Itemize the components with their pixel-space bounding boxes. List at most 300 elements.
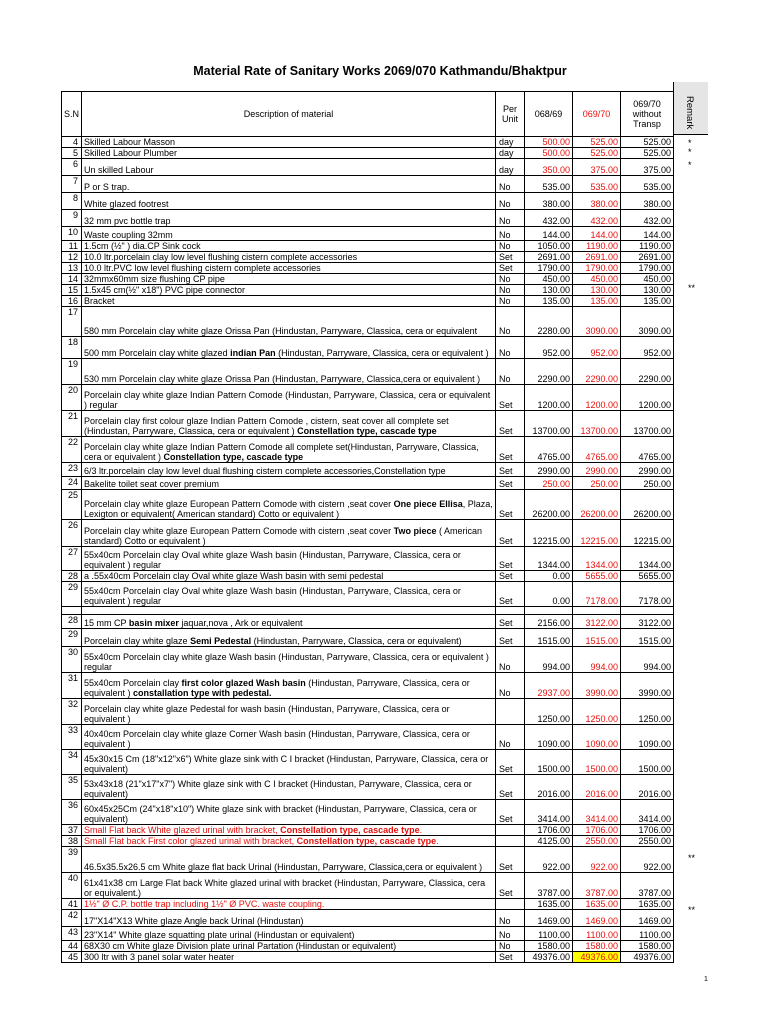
row-description: White glazed footrest — [82, 193, 496, 210]
row-unit: Set — [496, 252, 525, 263]
row-rate-069-70 — [573, 607, 621, 615]
row-rate-069-70-without-transp: 2550.00 — [621, 836, 674, 847]
row-rate-069-70-without-transp: 1190.00 — [621, 241, 674, 252]
table-row — [62, 699, 674, 725]
row-rate-068-69: 2990.00 — [525, 463, 573, 477]
row-rate-069-70-without-transp: 13700.00 — [621, 411, 674, 437]
row-rate-069-70: 535.00 — [573, 176, 621, 193]
table-row — [62, 176, 674, 193]
row-description: a .55x40cm Porcelain clay Oval white glaze Wash basin with semi pedestal — [82, 571, 496, 582]
row-rate-068-69: 0.00 — [525, 571, 573, 582]
table-row — [62, 775, 674, 800]
row-description: Porcelain clay white glaze European Pattern Comode with cistern ,seat cover Two piece ( American standard) Cotto or equivalent ) — [82, 520, 496, 547]
table-row — [62, 241, 674, 252]
row-unit: Set — [496, 847, 525, 873]
row-description: 15 mm CP basin mixer jaquar,nova , Ark or equivalent — [82, 615, 496, 629]
row-rate-068-69: 1100.00 — [525, 927, 573, 941]
table-row — [62, 847, 674, 873]
table-row — [62, 647, 674, 673]
row-unit: Set — [496, 800, 525, 825]
remark-mark: ** — [688, 283, 696, 293]
header-068-69: 068/69 — [525, 92, 573, 137]
row-rate-068-69: 350.00 — [525, 159, 573, 176]
row-sn: 10 — [62, 227, 82, 241]
table-row — [62, 463, 674, 477]
row-sn: 40 — [62, 873, 82, 899]
row-rate-069-70-without-transp: 1790.00 — [621, 263, 674, 274]
row-unit: No — [496, 227, 525, 241]
row-rate-069-70: 952.00 — [573, 337, 621, 359]
row-rate-069-70: 1790.00 — [573, 263, 621, 274]
row-unit: No — [496, 725, 525, 750]
row-rate-069-70: 994.00 — [573, 647, 621, 673]
row-description: 32 mm pvc bottle trap — [82, 210, 496, 227]
remark-mark: * — [688, 147, 692, 157]
row-rate-069-70: 922.00 — [573, 847, 621, 873]
row-rate-069-70-without-transp: 2016.00 — [621, 775, 674, 800]
row-unit: Set — [496, 629, 525, 647]
row-rate-069-70-without-transp: 144.00 — [621, 227, 674, 241]
row-unit: No — [496, 274, 525, 285]
table-row — [62, 825, 674, 836]
row-sn: 13 — [62, 263, 82, 274]
row-unit — [496, 607, 525, 615]
row-description: Porcelain clay white glaze European Pattern Comode with cistern ,seat cover One piece Ellisa, Plaza, Lexigton or equivalent( American standard) Cotto or equivalent ) — [82, 490, 496, 520]
row-description: Porcelain clay white glaze Pedestal for wash basin (Hindustan, Parryware, Classica, cera or equivalent ) — [82, 699, 496, 725]
row-description: 6/3 ltr.porcelain clay low level dual flushing cistern complete accessories,Constellation type — [82, 463, 496, 477]
table-row — [62, 873, 674, 899]
row-rate-069-70-without-transp: 1706.00 — [621, 825, 674, 836]
row-rate-068-69: 3414.00 — [525, 800, 573, 825]
row-rate-069-70-without-transp: 5655.00 — [621, 571, 674, 582]
row-rate-069-70: 1469.00 — [573, 910, 621, 927]
table-row — [62, 899, 674, 910]
row-sn: 6 — [62, 159, 82, 176]
row-rate-068-69: 130.00 — [525, 285, 573, 296]
row-rate-069-70-without-transp: 135.00 — [621, 296, 674, 307]
row-unit: day — [496, 159, 525, 176]
row-rate-069-70-without-transp: 525.00 — [621, 148, 674, 159]
row-description: 17"X14"X13 White glaze Angle back Urinal (Hindustan) — [82, 910, 496, 927]
row-rate-068-69: 1515.00 — [525, 629, 573, 647]
row-description: Bracket — [82, 296, 496, 307]
row-description: 1.5cm (½" ) dia.CP Sink cock — [82, 241, 496, 252]
row-rate-068-69: 1706.00 — [525, 825, 573, 836]
row-sn: 7 — [62, 176, 82, 193]
row-description — [82, 607, 496, 615]
row-unit: No — [496, 910, 525, 927]
row-rate-069-70-without-transp: 432.00 — [621, 210, 674, 227]
table-row — [62, 673, 674, 699]
row-rate-069-70-without-transp: 2990.00 — [621, 463, 674, 477]
row-rate-069-70-without-transp: 1090.00 — [621, 725, 674, 750]
row-unit — [496, 699, 525, 725]
row-rate-069-70: 13700.00 — [573, 411, 621, 437]
row-rate-068-69: 450.00 — [525, 274, 573, 285]
row-sn: 4 — [62, 137, 82, 148]
row-description: 55x40cm Porcelain clay white glaze Wash basin (Hindustan, Parryware, Classica, cera or equivalent ) regular — [82, 647, 496, 673]
row-unit: Set — [496, 571, 525, 582]
row-rate-068-69: 1090.00 — [525, 725, 573, 750]
row-description: Small Flat back First color glazed urinal with bracket, Constellation type, cascade type. — [82, 836, 496, 847]
row-unit: Set — [496, 385, 525, 411]
row-rate-068-69: 535.00 — [525, 176, 573, 193]
row-sn: 12 — [62, 252, 82, 263]
row-unit: day — [496, 148, 525, 159]
table-row — [62, 137, 674, 148]
row-rate-068-69: 1635.00 — [525, 899, 573, 910]
table-row — [62, 227, 674, 241]
table-row — [62, 910, 674, 927]
row-rate-069-70-without-transp: 1200.00 — [621, 385, 674, 411]
row-description: 500 mm Porcelain clay white glazed indian Pan (Hindustan, Parryware, Classica, cera or equivalent ) — [82, 337, 496, 359]
row-rate-069-70-without-transp: 1344.00 — [621, 547, 674, 571]
row-rate-069-70: 5655.00 — [573, 571, 621, 582]
row-sn: 14 — [62, 274, 82, 285]
row-description: 46.5x35.5x26.5 cm White glaze flat back Urinal (Hindustan, Parryware, Classica,cera or equivalent ) — [82, 847, 496, 873]
row-description: Porcelain clay first colour glaze Indian Pattern Comode , cistern, seat cover all complete set (Hindustan, Parryware, Classica, cera or equivalent ) Constellation type, cascade type — [82, 411, 496, 437]
row-rate-069-70-without-transp: 2691.00 — [621, 252, 674, 263]
row-rate-069-70-without-transp: 1469.00 — [621, 910, 674, 927]
table-row — [62, 385, 674, 411]
row-rate-069-70-without-transp: 1635.00 — [621, 899, 674, 910]
table-row — [62, 607, 674, 615]
row-sn: 26 — [62, 520, 82, 547]
material-rate-table — [61, 91, 674, 963]
row-rate-068-69: 500.00 — [525, 137, 573, 148]
row-rate-069-70-without-transp: 1580.00 — [621, 941, 674, 952]
row-unit: day — [496, 137, 525, 148]
row-sn: 34 — [62, 750, 82, 775]
row-rate-068-69: 2290.00 — [525, 359, 573, 385]
table-row — [62, 411, 674, 437]
row-rate-068-69: 952.00 — [525, 337, 573, 359]
remark-header: Remark — [684, 96, 695, 130]
row-description: 60x45x25Cm (24"x18"x10") White glaze sink with bracket (Hindustan, Parryware, Classica, cera or equivalent) — [82, 800, 496, 825]
table-row — [62, 274, 674, 285]
row-sn: 28 — [62, 615, 82, 629]
row-rate-069-70-without-transp: 130.00 — [621, 285, 674, 296]
row-unit: No — [496, 307, 525, 337]
row-rate-068-69: 500.00 — [525, 148, 573, 159]
row-unit: No — [496, 285, 525, 296]
row-unit: Set — [496, 477, 525, 490]
row-description: 1.5x45 cm(½" x18") PVC pipe connector — [82, 285, 496, 296]
row-unit: No — [496, 176, 525, 193]
row-unit: No — [496, 673, 525, 699]
row-rate-069-70-without-transp: 535.00 — [621, 176, 674, 193]
row-description: 53x43x18 (21"x17"x7") White glaze sink with C I bracket (Hindustan, Parryware, Classica, cera or equivalent) — [82, 775, 496, 800]
row-rate-069-70: 1580.00 — [573, 941, 621, 952]
table-row — [62, 193, 674, 210]
row-rate-068-69: 4125.00 — [525, 836, 573, 847]
row-rate-068-69: 380.00 — [525, 193, 573, 210]
row-rate-069-70: 525.00 — [573, 137, 621, 148]
table-row — [62, 836, 674, 847]
row-rate-069-70: 3122.00 — [573, 615, 621, 629]
row-description: Bakelite toilet seat cover premium — [82, 477, 496, 490]
row-unit: Set — [496, 775, 525, 800]
table-header-row — [62, 92, 674, 137]
row-sn: 39 — [62, 847, 82, 873]
row-rate-068-69: 2691.00 — [525, 252, 573, 263]
row-sn: 42 — [62, 910, 82, 927]
row-rate-068-69: 144.00 — [525, 227, 573, 241]
row-description: P or S trap. — [82, 176, 496, 193]
row-rate-069-70: 375.00 — [573, 159, 621, 176]
row-rate-068-69: 1250.00 — [525, 699, 573, 725]
row-rate-069-70-without-transp: 7178.00 — [621, 582, 674, 607]
row-description: Skilled Labour Masson — [82, 137, 496, 148]
row-rate-068-69: 1344.00 — [525, 547, 573, 571]
row-sn: 33 — [62, 725, 82, 750]
row-rate-069-70-without-transp: 3090.00 — [621, 307, 674, 337]
row-rate-068-69: 4765.00 — [525, 437, 573, 463]
table-row — [62, 725, 674, 750]
row-rate-069-70-without-transp: 3787.00 — [621, 873, 674, 899]
table-row — [62, 750, 674, 775]
table-row — [62, 285, 674, 296]
row-sn: 8 — [62, 193, 82, 210]
row-rate-068-69 — [525, 607, 573, 615]
row-rate-069-70-without-transp: 952.00 — [621, 337, 674, 359]
table-row — [62, 296, 674, 307]
row-rate-069-70: 450.00 — [573, 274, 621, 285]
row-description: 1½" Ø C.P. bottle trap including 1½" Ø PVC. waste coupling. — [82, 899, 496, 910]
table-row — [62, 210, 674, 227]
row-description: 68X30 cm White glaze Division plate urinal Partation (Hindustan or equivalent) — [82, 941, 496, 952]
table-row — [62, 582, 674, 607]
row-rate-068-69: 135.00 — [525, 296, 573, 307]
row-description: 10.0 ltr.PVC low level flushing cistern complete accessories — [82, 263, 496, 274]
row-rate-069-70: 7178.00 — [573, 582, 621, 607]
row-sn: 29 — [62, 629, 82, 647]
table-row — [62, 477, 674, 490]
page-number: 1 — [704, 976, 708, 983]
header-sn: S.N — [62, 92, 82, 137]
row-rate-069-70-without-transp: 1500.00 — [621, 750, 674, 775]
row-rate-069-70-without-transp: 1515.00 — [621, 629, 674, 647]
row-rate-069-70: 1635.00 — [573, 899, 621, 910]
row-rate-069-70: 1250.00 — [573, 699, 621, 725]
row-description: Small Flat back White glazed urinal with bracket, Constellation type, cascade type. — [82, 825, 496, 836]
row-unit: No — [496, 647, 525, 673]
row-description: 10.0 ltr.porcelain clay low level flushing cistern complete accessories — [82, 252, 496, 263]
row-rate-069-70: 1344.00 — [573, 547, 621, 571]
row-rate-069-70-without-transp: 525.00 — [621, 137, 674, 148]
row-unit: No — [496, 941, 525, 952]
row-description: 45x30x15 Cm (18"x12"x6") White glaze sink with C I bracket (Hindustan, Parryware, Classica, cera or equivalent) — [82, 750, 496, 775]
row-sn: 41 — [62, 899, 82, 910]
row-rate-068-69: 432.00 — [525, 210, 573, 227]
row-rate-069-70-without-transp: 1100.00 — [621, 927, 674, 941]
row-sn: 18 — [62, 337, 82, 359]
row-rate-069-70: 2691.00 — [573, 252, 621, 263]
row-rate-069-70: 2290.00 — [573, 359, 621, 385]
row-rate-068-69: 3787.00 — [525, 873, 573, 899]
row-rate-069-70: 2016.00 — [573, 775, 621, 800]
table-row — [62, 359, 674, 385]
row-description: Porcelain clay white glaze Semi Pedestal (Hindustan, Parryware, Classica, cera or equivalent) — [82, 629, 496, 647]
row-rate-069-70: 12215.00 — [573, 520, 621, 547]
row-unit: Set — [496, 873, 525, 899]
row-description: 55x40cm Porcelain clay first color glazed Wash basin (Hindustan, Parryware, Classica, cera or equivalent ) constallation type with pedestal. — [82, 673, 496, 699]
row-rate-068-69: 1790.00 — [525, 263, 573, 274]
row-sn: 44 — [62, 941, 82, 952]
row-rate-069-70-without-transp: 12215.00 — [621, 520, 674, 547]
row-rate-069-70: 432.00 — [573, 210, 621, 227]
row-rate-069-70: 144.00 — [573, 227, 621, 241]
row-description: Porcelain clay white glaze Indian Pattern Comode (Hindustan, Parryware, Classica, cera or equivalent ) regular — [82, 385, 496, 411]
page-title: Material Rate of Sanitary Works 2069/070 Kathmandu/Bhaktpur — [193, 64, 567, 78]
row-rate-068-69: 1469.00 — [525, 910, 573, 927]
row-sn: 45 — [62, 952, 82, 963]
row-sn: 37 — [62, 825, 82, 836]
table-row — [62, 337, 674, 359]
table-row — [62, 148, 674, 159]
row-rate-068-69: 2156.00 — [525, 615, 573, 629]
table-row — [62, 490, 674, 520]
row-rate-069-70: 3990.00 — [573, 673, 621, 699]
row-description: Porcelain clay white glaze Indian Pattern Comode all complete set(Hindustan, Parryware, Classica, cera or equivalent ) Constellation type, cascade type — [82, 437, 496, 463]
row-unit: Set — [496, 411, 525, 437]
row-unit: No — [496, 241, 525, 252]
row-rate-068-69: 1580.00 — [525, 941, 573, 952]
row-rate-068-69: 2016.00 — [525, 775, 573, 800]
table-row — [62, 263, 674, 274]
remark-mark: ** — [688, 853, 696, 863]
row-sn — [62, 607, 82, 615]
row-rate-069-70: 1200.00 — [573, 385, 621, 411]
row-unit: Set — [496, 750, 525, 775]
row-rate-069-70: 135.00 — [573, 296, 621, 307]
row-unit: Set — [496, 615, 525, 629]
row-rate-069-70-without-transp: 450.00 — [621, 274, 674, 285]
row-sn: 19 — [62, 359, 82, 385]
row-rate-068-69: 2280.00 — [525, 307, 573, 337]
row-rate-069-70: 1706.00 — [573, 825, 621, 836]
row-unit: No — [496, 210, 525, 227]
row-description: 300 ltr with 3 panel solar water heater — [82, 952, 496, 963]
row-rate-069-70-without-transp: 2290.00 — [621, 359, 674, 385]
row-sn: 38 — [62, 836, 82, 847]
row-unit: No — [496, 337, 525, 359]
row-description: 55x40cm Porcelain clay Oval white glaze Wash basin (Hindustan, Parryware, Classica, cera or equivalent ) regular — [82, 547, 496, 571]
table-row — [62, 307, 674, 337]
row-unit: Set — [496, 952, 525, 963]
row-description: Un skilled Labour — [82, 159, 496, 176]
row-rate-069-70-without-transp: 3122.00 — [621, 615, 674, 629]
row-unit: Set — [496, 582, 525, 607]
header-per-unit: Per Unit — [496, 92, 525, 137]
row-sn: 11 — [62, 241, 82, 252]
row-description: 55x40cm Porcelain clay Oval white glaze Wash basin (Hindustan, Parryware, Classica, cera or equivalent ) regular — [82, 582, 496, 607]
row-sn: 30 — [62, 647, 82, 673]
row-rate-069-70: 4765.00 — [573, 437, 621, 463]
row-rate-069-70-without-transp: 922.00 — [621, 847, 674, 873]
row-rate-069-70-without-transp: 250.00 — [621, 477, 674, 490]
row-sn: 9 — [62, 210, 82, 227]
row-description: Waste coupling 32mm — [82, 227, 496, 241]
row-rate-068-69: 0.00 — [525, 582, 573, 607]
row-sn: 28 — [62, 571, 82, 582]
row-sn: 27 — [62, 547, 82, 571]
remark-mark: ** — [688, 905, 696, 915]
row-rate-068-69: 49376.00 — [525, 952, 573, 963]
row-rate-069-70: 49376.00 — [573, 952, 621, 963]
row-rate-069-70-without-transp: 380.00 — [621, 193, 674, 210]
row-rate-068-69: 1050.00 — [525, 241, 573, 252]
row-sn: 25 — [62, 490, 82, 520]
row-sn: 20 — [62, 385, 82, 411]
row-rate-069-70: 1515.00 — [573, 629, 621, 647]
row-rate-068-69: 922.00 — [525, 847, 573, 873]
row-unit: Set — [496, 263, 525, 274]
row-rate-069-70: 380.00 — [573, 193, 621, 210]
row-unit — [496, 825, 525, 836]
row-sn: 29 — [62, 582, 82, 607]
row-rate-069-70-without-transp: 3414.00 — [621, 800, 674, 825]
remark-column — [673, 82, 708, 962]
row-rate-068-69: 994.00 — [525, 647, 573, 673]
row-sn: 22 — [62, 437, 82, 463]
row-unit — [496, 899, 525, 910]
row-rate-069-70-without-transp: 994.00 — [621, 647, 674, 673]
row-rate-069-70: 250.00 — [573, 477, 621, 490]
row-rate-069-70: 2990.00 — [573, 463, 621, 477]
row-unit: Set — [496, 547, 525, 571]
row-unit: No — [496, 359, 525, 385]
row-rate-068-69: 26200.00 — [525, 490, 573, 520]
row-rate-068-69: 1200.00 — [525, 385, 573, 411]
row-sn: 15 — [62, 285, 82, 296]
table-row — [62, 927, 674, 941]
row-unit: No — [496, 296, 525, 307]
row-rate-069-70: 3414.00 — [573, 800, 621, 825]
table-row — [62, 615, 674, 629]
header-description: Description of material — [82, 92, 496, 137]
row-sn: 35 — [62, 775, 82, 800]
row-rate-069-70-without-transp: 1250.00 — [621, 699, 674, 725]
row-rate-068-69: 2937.00 — [525, 673, 573, 699]
table-row — [62, 252, 674, 263]
row-rate-069-70: 1090.00 — [573, 725, 621, 750]
row-sn: 24 — [62, 477, 82, 490]
header-069-70-without-transp: 069/70 without Transp — [621, 92, 674, 137]
row-description: 580 mm Porcelain clay white glaze Orissa Pan (Hindustan, Parryware, Classica, cera or equivalent — [82, 307, 496, 337]
row-rate-069-70-without-transp: 26200.00 — [621, 490, 674, 520]
row-unit: Set — [496, 490, 525, 520]
row-unit: No — [496, 193, 525, 210]
row-sn: 31 — [62, 673, 82, 699]
row-sn: 32 — [62, 699, 82, 725]
row-rate-069-70-without-transp — [621, 607, 674, 615]
row-description: 40x40cm Porcelain clay white glaze Corner Wash basin (Hindustan, Parryware, Classica, cera or equivalent ) — [82, 725, 496, 750]
remark-mark: * — [688, 138, 692, 148]
row-rate-069-70-without-transp: 4765.00 — [621, 437, 674, 463]
row-rate-069-70: 3090.00 — [573, 307, 621, 337]
row-rate-069-70: 1500.00 — [573, 750, 621, 775]
row-unit: Set — [496, 520, 525, 547]
row-rate-068-69: 12215.00 — [525, 520, 573, 547]
row-description: 61x41x38 cm Large Flat back White glazed urinal with bracket (Hindustan, Parryware, Classica, cera or equivalent.) — [82, 873, 496, 899]
row-rate-069-70-without-transp: 375.00 — [621, 159, 674, 176]
row-sn: 43 — [62, 927, 82, 941]
row-rate-068-69: 1500.00 — [525, 750, 573, 775]
row-unit: No — [496, 927, 525, 941]
table-row — [62, 800, 674, 825]
row-rate-068-69: 250.00 — [525, 477, 573, 490]
